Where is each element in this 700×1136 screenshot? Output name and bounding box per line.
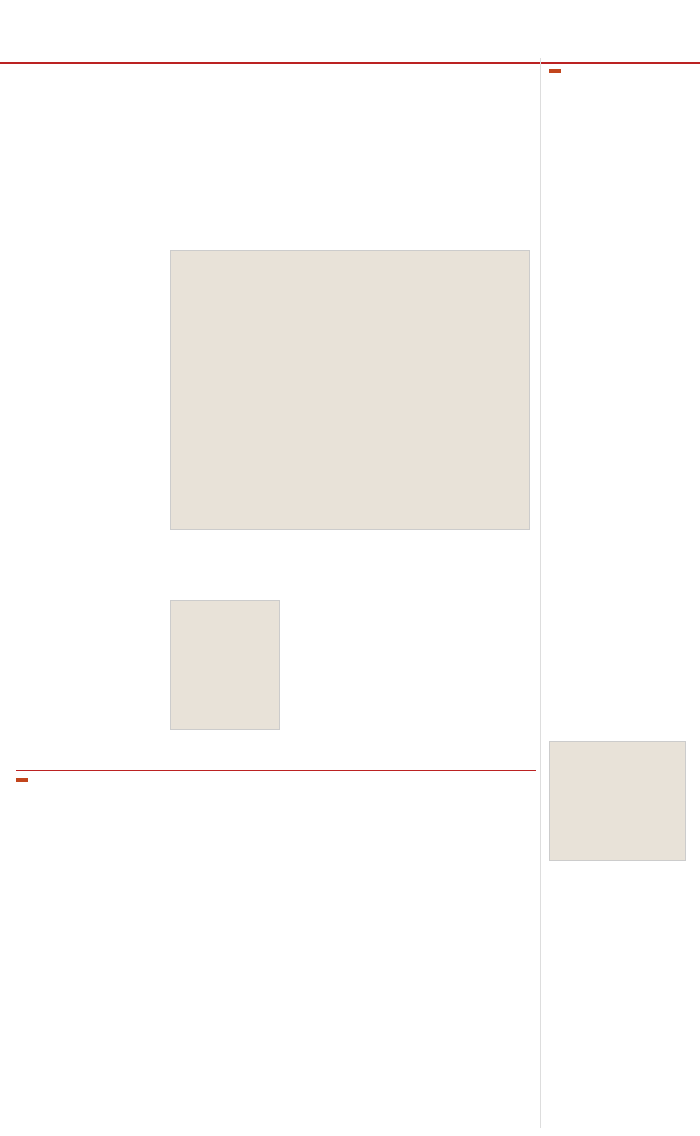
lead-headline (16, 80, 536, 114)
photo1-caption (170, 534, 530, 564)
vertical-story-body (60, 250, 160, 760)
photo-zhengzhou (549, 741, 686, 861)
section-divider (16, 770, 536, 771)
sidebar-tag (549, 69, 561, 73)
photo3-caption (549, 861, 686, 881)
lead-subhead (16, 120, 536, 142)
consumption-body (290, 600, 530, 760)
tourism-section-tag (16, 778, 28, 782)
sidebar-story3-body (549, 585, 686, 735)
photo-market (170, 600, 280, 730)
photo-pavilion (170, 250, 530, 530)
lead-body (16, 150, 536, 240)
sidebar (540, 58, 686, 1128)
sidebar-story1-body (549, 83, 686, 343)
tourism-body (16, 850, 536, 1120)
masthead (0, 0, 700, 64)
sidebar-story2-body (549, 349, 686, 579)
